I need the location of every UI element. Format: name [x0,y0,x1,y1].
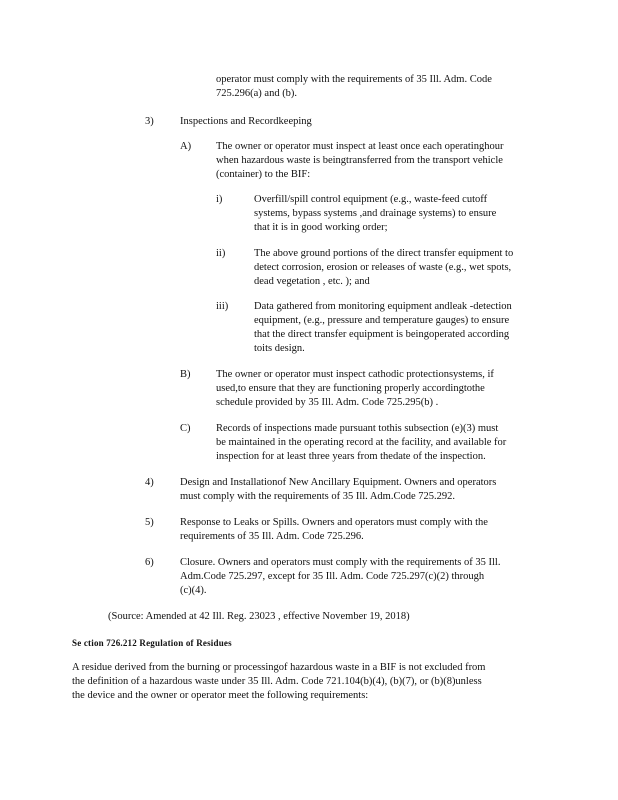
sub-iii-label: iii) [216,301,229,312]
residues-paragraph [72,661,542,703]
item-3B-label: B) [180,369,191,380]
item-5-text [180,516,540,544]
text-line: must comply with the requirements of 35 Ill. Adm.Code 725.292. [180,491,456,502]
item-3C-text [216,422,551,464]
text-line: Response to Leaks or Spills. Owners and operators must comply with the [180,517,488,528]
source-note: (Source: Amended at 42 Ill. Reg. 23023 , effective November 19, 2018) [108,611,410,622]
sub-i-text [254,193,544,235]
text-line: The above ground portions of the direct transfer equipment to [254,248,514,259]
item-5-number: 5) [145,517,154,528]
text-line: Design and Installationof New Ancillary Equipment. Owners and operators [180,477,497,488]
text-line: Overfill/spill control equipment (e.g., waste-feed cutoff [254,194,488,205]
item-6-text [180,556,550,598]
text-line: Records of inspections made pursuant tothis subsection (e)(3) must [216,423,499,434]
item-6-number: 6) [145,557,154,568]
sub-ii-label: ii) [216,248,226,259]
text-line: 725.296(a) and (b). [216,88,298,99]
item-3A-label: A) [180,141,192,152]
text-line: detect corrosion, erosion or releases of waste (e.g., wet spots, [254,262,512,273]
text-line: that it is in good working order; [254,222,388,233]
section-heading: Se ction 726.212 Regulation of Residues [72,638,232,648]
text-line: when hazardous waste is beingtransferred from the transport vehicle [216,155,503,166]
text-line: be maintained in the operating record at the facility, and available for [216,437,507,448]
sub-i-label: i) [216,194,223,205]
text-line: that the direct transfer equipment is beingoperated according [254,329,510,340]
text-line: the definition of a hazardous waste under 35 Ill. Adm. Code 721.104(b)(4), (b)(7), or (b)(8)unless [72,676,482,687]
item-3B-text [216,368,536,410]
text-line: The owner or operator must inspect cathodic protectionsystems, if [216,369,494,380]
item-3-heading: Inspections and Recordkeeping [180,116,312,127]
text-line: Adm.Code 725.297, except for 35 Ill. Adm. Code 725.297(c)(2) through [180,571,485,582]
continued-paragraph [216,73,536,101]
text-line: equipment, (e.g., pressure and temperature gauges) to ensure [254,315,510,326]
text-line: used,to ensure that they are functioning properly accordingtothe [216,383,485,394]
text-line: requirements of 35 Ill. Adm. Code 725.296. [180,531,364,542]
item-3-number: 3) [145,116,154,127]
item-4-text [180,476,540,504]
text-line: A residue derived from the burning or processingof hazardous waste in a BIF is not excluded from [72,662,486,673]
text-line: systems, bypass systems ,and drainage systems) to ensure [254,208,497,219]
text-line: the device and the owner or operator meet the following requirements: [72,690,369,701]
item-3C-label: C) [180,423,191,434]
text-line: The owner or operator must inspect at least once each operatinghour [216,141,504,152]
text-line: Data gathered from monitoring equipment andleak -detection [254,301,512,312]
sub-iii-text [254,300,544,356]
text-line: operator must comply with the requirements of 35 Ill. Adm. Code [216,74,492,85]
sub-ii-text [254,247,554,289]
text-line: inspection for at least three years from thedate of the inspection. [216,451,486,462]
text-line: dead vegetation , etc. ); and [254,276,370,287]
text-line: schedule provided by 35 Ill. Adm. Code 725.295(b) . [216,397,439,408]
item-3A-text [216,140,546,182]
text-line: (container) to the BIF: [216,169,311,180]
text-line: Closure. Owners and operators must comply with the requirements of 35 Ill. [180,557,501,568]
text-line: (c)(4). [180,585,207,596]
item-4-number: 4) [145,477,154,488]
text-line: toits design. [254,343,305,354]
